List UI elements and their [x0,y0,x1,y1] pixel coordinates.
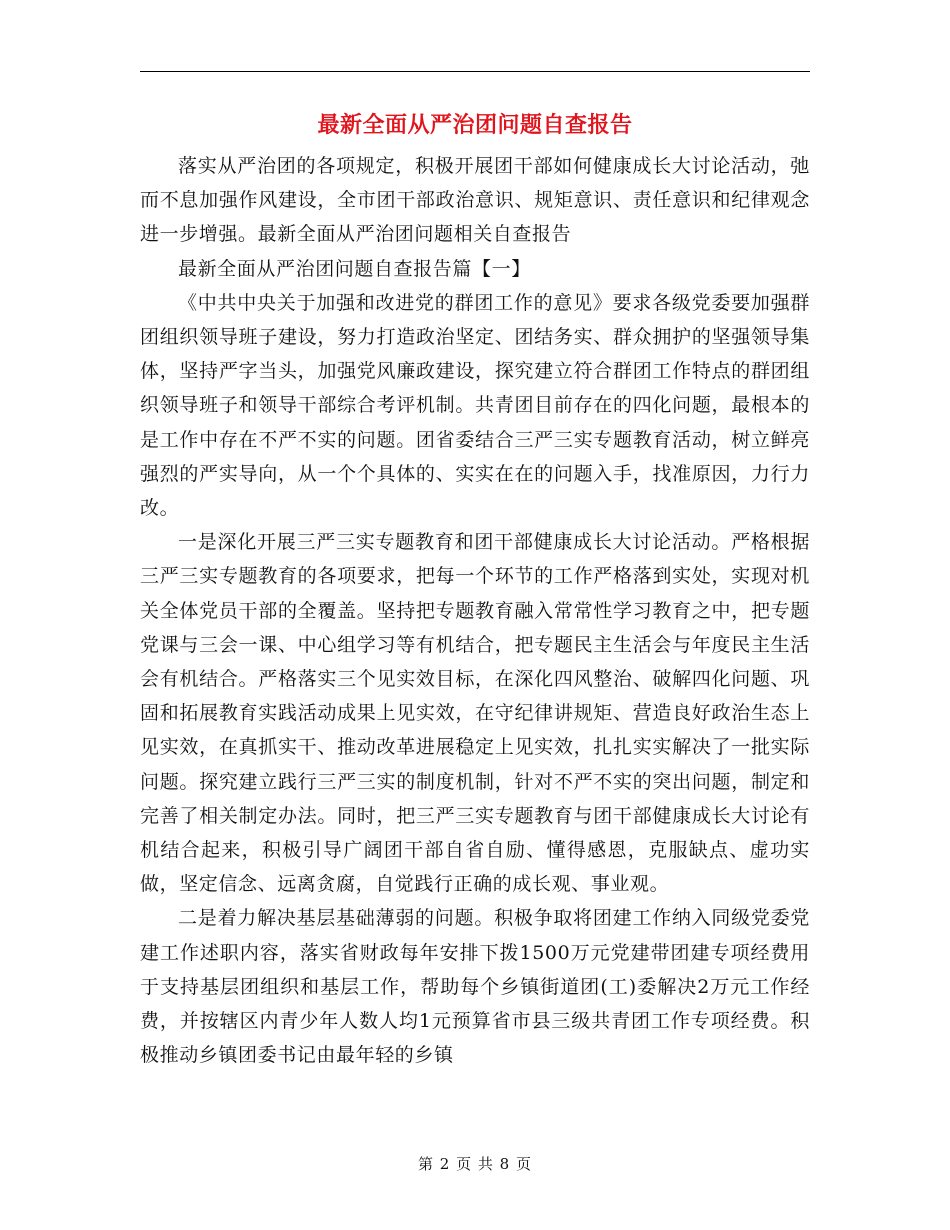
paragraph: 《中共中央关于加强和改进党的群团工作的意见》要求各级党委要加强群团组织领导班子建设，努力打造政治坚定、团结务实、群众拥护的坚强领导集体，坚持严字当头，加强党风廉政建设，探究建立符合群团工作特点的群团组织领导班子和领导干部综合考评机制。共青团目前存在的四化问题，最根本的是工作中存在不严不实的问题。团省委结合三严三实专题教育活动，树立鲜亮强烈的严实导向，从一个个具体的、实实在在的问题入手，找准原因，力行力改。 [140,291,810,520]
paragraph: 一是深化开展三严三实专题教育和团干部健康成长大讨论活动。严格根据三严三实专题教育的各项要求，把每一个环节的工作严格落到实处，实现对机关全体党员干部的全覆盖。坚持把专题教育融入常常性学习教育之中，把专题党课与三会一课、中心组学习等有机结合，把专题民主生活会与年度民主生活会有机结合。严格落实三个见实效目标，在深化四风整治、破解四化问题、巩固和拓展教育实践活动成果上见实效，在守纪律讲规矩、营造良好政治生态上见实效，在真抓实干、推动改革进展稳定上见实效，扎扎实实解决了一批实际问题。探究建立践行三严三实的制度机制，针对不严不实的突出问题，制定和完善了相关制定办法。同时，把三严三实专题教育与团干部健康成长大讨论有机结合起来，积极引导广阔团干部自省自励、懂得感恩，克服缺点、虚功实做，坚定信念、远离贪腐，自觉践行正确的成长观、事业观。 [140,531,810,896]
document-title: 最新全面从严治团问题自查报告 [317,112,633,138]
page-number-footer: 第 2 页 共 8 页 [418,1155,532,1173]
paragraph: 二是着力解决基层基础薄弱的问题。积极争取将团建工作纳入同级党委党建工作述职内容，落实省财政每年安排下拨1500万元党建带团建专项经费用于支持基层团组织和基层工作，帮助每个乡镇街道团(工)委解决2万元工作经费，并按辖区内青少年人数人均1元预算省市县三级共青团工作专项经费。积极推动乡镇团委书记由最年轻的乡镇 [140,907,810,1067]
header-rule [140,71,810,72]
paragraph-intro: 落实从严治团的各项规定，积极开展团干部如何健康成长大讨论活动，弛而不息加强作风建设，全市团干部政治意识、规矩意识、责任意识和纪律观念进一步增强。最新全面从严治团问题相关自查报告 [140,155,810,246]
document-body [140,149,810,1072]
section-heading: 最新全面从严治团问题自查报告篇【一】 [178,257,531,280]
